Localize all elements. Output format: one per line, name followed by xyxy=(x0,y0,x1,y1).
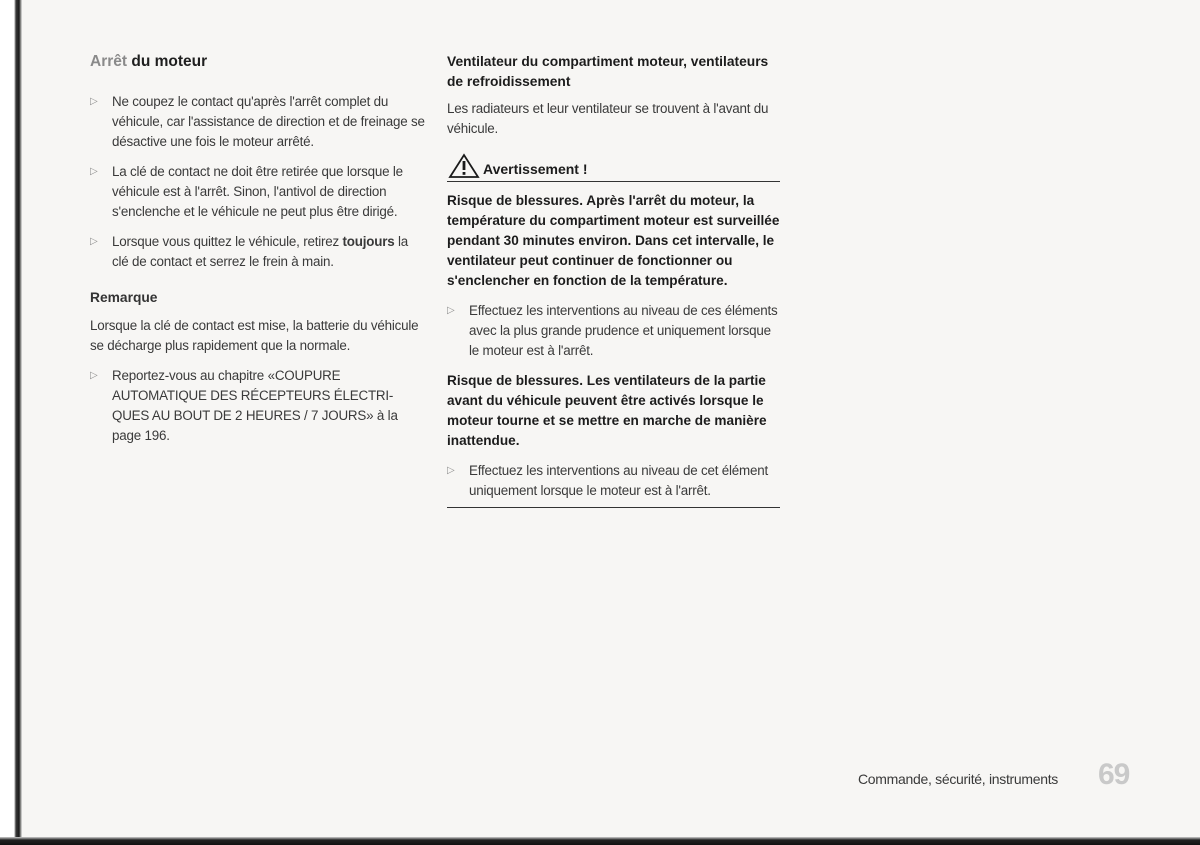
warning-bullets-1 xyxy=(447,301,780,361)
remark-text: Lorsque la clé de contact est mise, la batterie du véhicule se décharge plus rapidement que la normale. xyxy=(90,318,419,353)
warning-title: Avertissement ! xyxy=(483,161,588,177)
fans-intro-text: Les radiateurs et leur ventilateur se trouvent à l'avant du véhicule. xyxy=(447,101,769,136)
left-column xyxy=(90,52,425,446)
bullet-text: Effectuez les interventions au niveau de cet élément uniquement lorsque le moteur est à l'arrêt. xyxy=(469,463,769,498)
bullet-text: Ne coupez le contact qu'après l'arrêt complet du véhicule, car l'assistance de direction et de freinage se désactive une fois le moteur arrêté. xyxy=(112,94,425,149)
list-item xyxy=(90,92,425,152)
warning-triangle-icon xyxy=(447,153,481,179)
list-item xyxy=(90,366,425,446)
page-binding-bottom xyxy=(0,837,1200,845)
page-binding-left xyxy=(0,0,22,845)
page-number: 69 xyxy=(1098,758,1130,791)
triangle-right-icon: ▷ xyxy=(447,305,455,316)
bullet-text: La clé de contact ne doit être retirée que lorsque le véhicule est à l'arrêt. Sinon, l'antivol de direction s'enclenche et le véhicule ne peut plus être dirigé. xyxy=(112,164,403,219)
bullet-text-end: la clé de contact et serrez le frein à main. xyxy=(112,234,409,269)
list-item xyxy=(447,461,780,501)
warning-bullets-2 xyxy=(447,461,780,501)
triangle-right-icon: ▷ xyxy=(90,236,98,247)
section-title-engine-stop xyxy=(90,52,425,72)
footer-section-name: Commande, sécurité, instruments xyxy=(858,771,1059,787)
warning-end-rule xyxy=(447,507,780,508)
triangle-right-icon: ▷ xyxy=(90,96,98,107)
triangle-right-icon: ▷ xyxy=(447,465,455,476)
bullet-text: Lorsque vous quittez le véhicule, retirez xyxy=(112,234,343,249)
remark-heading: Remarque xyxy=(90,290,158,305)
warning-header xyxy=(447,153,780,182)
bullet-text: Effectuez les interventions au niveau de ces éléments avec la plus grande prudence et uniquement lorsque le moteur est à l'arrêt. xyxy=(469,303,778,358)
triangle-right-icon: ▷ xyxy=(90,370,98,381)
list-item xyxy=(90,162,425,222)
right-column xyxy=(447,52,780,508)
warning-text-1: Risque de blessures. Après l'arrêt du moteur, la température du compartiment moteur est surveillée pendant 30 minutes environ. Dans cet intervalle, le ventilateur peut continuer de fonctionner ou s'enclencher en fonction de la température. xyxy=(447,193,780,288)
triangle-right-icon: ▷ xyxy=(90,166,98,177)
remark-bullets xyxy=(90,366,425,446)
bullet-text: Reportez-vous au chapitre «COUPURE AUTOMATIQUE DES RÉCEPTEURS ÉLECTRI-QUES AU BOUT DE 2 HEURES / 7 JOURS» à la page 196. xyxy=(112,368,398,443)
list-item xyxy=(90,232,425,272)
section-title-faint: Arrêt xyxy=(90,53,128,70)
bullet-emphasis: toujours xyxy=(342,234,395,249)
warning-text-2: Risque de blessures. Les ventilateurs de la partie avant du véhicule peuvent être activés lorsque le moteur tourne et se mettre en marche de manière inattendue. xyxy=(447,373,767,448)
engine-stop-bullets xyxy=(90,92,425,272)
section-title-fans: Ventilateur du compartiment moteur, ventilateurs de refroidissement xyxy=(447,54,769,89)
section-title-rest: du moteur xyxy=(127,53,208,70)
list-item xyxy=(447,301,780,361)
